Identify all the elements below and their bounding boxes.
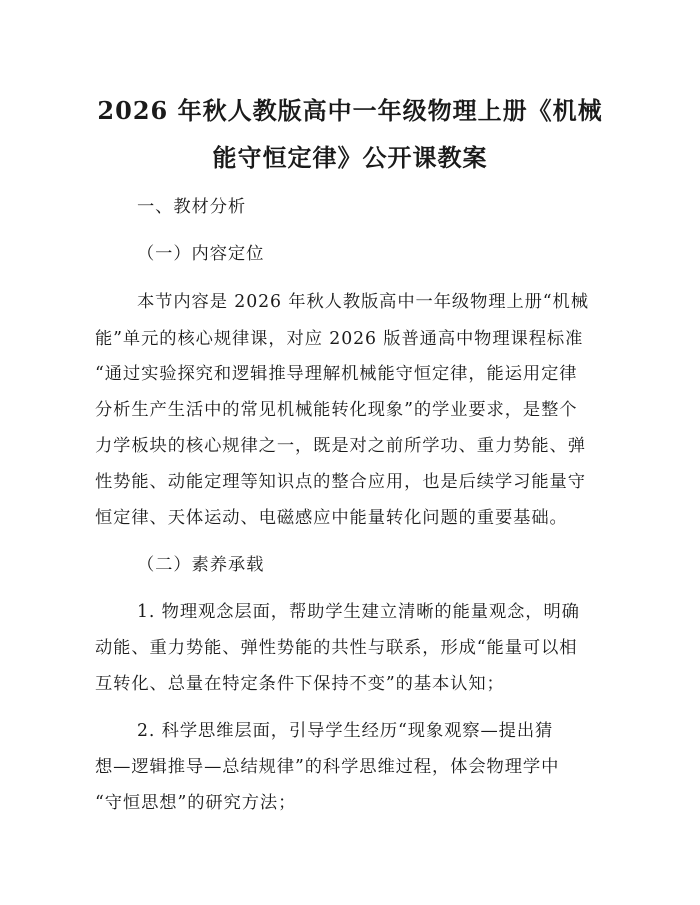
paragraph-line: “通过实验探究和逻辑推导理解机械能守恒定律，能运用定律 [95,364,578,384]
list-item-line: 动能、重力势能、弹性势能的共性与联系，形成“能量可以相 [95,638,578,658]
paragraph-line: 分析生产生活中的常见机械能转化现象”的学业要求，是整个 [95,400,578,420]
subsection-heading-content-position: （一）内容定位 [137,244,265,264]
list-item-line: 想—逻辑推导—总结规律”的科学思维过程，体会物理学中 [95,757,560,777]
paragraph-line: 能”单元的核心规律课，对应 2026 版普通高中物理课程标准 [95,329,584,349]
list-item-line: 互转化、总量在特定条件下保持不变”的基本认知； [95,674,505,694]
list-item-line: 2. 科学思维层面，引导学生经历“现象观察—提出猜 [137,721,554,741]
section-heading-textbook-analysis: 一、教材分析 [137,197,247,217]
paragraph-line: 力学板块的核心规律之一，既是对之前所学功、重力势能、弹 [95,436,586,456]
document-title-line-1: 2026 年秋人教版高中一年级物理上册《机械 [97,96,603,125]
subsection-heading-literacy: （二）素养承载 [137,555,265,575]
list-item-line: 1. 物理观念层面，帮助学生建立清晰的能量观念，明确 [137,602,580,622]
paragraph-line: 恒定律、天体运动、电磁感应中能量转化问题的重要基础。 [95,508,568,528]
list-item-line: “守恒思想”的研究方法； [95,793,297,813]
paragraph-line: 性势能、动能定理等知识点的整合应用，也是后续学习能量守 [95,472,586,492]
paragraph-line: 本节内容是 2026 年秋人教版高中一年级物理上册“机械 [137,292,589,312]
document-title-line-2: 能守恒定律》公开课教案 [212,143,488,172]
